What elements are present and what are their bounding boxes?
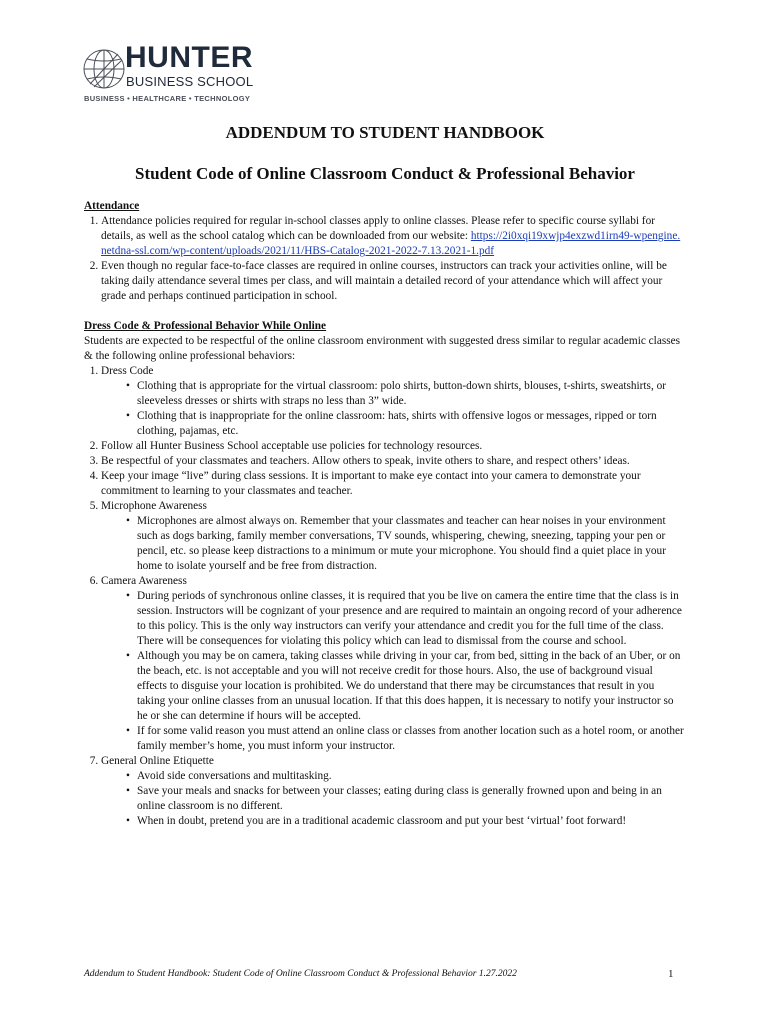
dress-code-heading: Dress Code & Professional Behavior While Online <box>84 320 327 332</box>
bullet-item: • When in doubt, pretend you are in a traditional academic classroom and put your best ‘virtual’ foot forward! <box>137 814 684 829</box>
conduct-item-text: Be respectful of your classmates and teachers. Allow others to speak, invite others to share, and respect others’ ideas. <box>101 455 630 467</box>
conduct-item-text: General Online Etiquette <box>101 755 214 767</box>
conduct-item-text: Follow all Hunter Business School acceptable use policies for technology resources. <box>101 440 483 452</box>
conduct-item-text: Keep your image “live” during class sessions. It is important to make eye contact into your camera to demonstrate your commitment to learning to your classmates and teacher. <box>101 470 641 497</box>
conduct-item <box>101 574 684 754</box>
conduct-list <box>84 364 684 829</box>
conduct-item <box>101 469 684 499</box>
page-number: 1 <box>668 968 674 980</box>
attendance-heading: Attendance <box>84 200 140 212</box>
document-subtitle: Student Code of Online Classroom Conduct & Professional Behavior <box>135 164 635 183</box>
attendance-item <box>101 214 684 259</box>
bullet-list <box>101 589 684 754</box>
bullet-item: • During periods of synchronous online classes, it is required that you be live on camera the entire time that the class is in session. Instructors will be cognizant of your presence and are required to maintain an ongoing record of your adherence to this policy. This is the only way instructors can verify your attendance and credit you for the full time of the class. There will be consequences for violating this policy which can lead to dismissal from the course and school. <box>137 589 684 649</box>
dress-code-intro: Students are expected to be respectful of the online classroom environment with suggested dress similar to regular academic classes & the following online professional behaviors: <box>84 335 681 362</box>
bullet-item: • Save your meals and snacks for between your classes; eating during class is generally frowned upon and being in an online classroom is no different. <box>137 784 684 814</box>
conduct-item-text: Dress Code <box>101 365 154 377</box>
bullet-item: • Avoid side conversations and multitasking. <box>137 769 684 784</box>
bullet-item: • Microphones are almost always on. Remember that your classmates and teacher can hear noises in your environment such as dogs barking, family member conversations, TV sounds, whispering, chewing, sneezing, tapping your pen or pencil, etc. so please keep distractions to a minimum or mute your microphone. You should find a quiet place in your home to isolate yourself and be free from distraction. <box>137 514 684 574</box>
logo-subtitle: BUSINESS SCHOOL <box>126 74 254 89</box>
conduct-item <box>101 439 684 454</box>
globe-icon <box>82 48 126 90</box>
bullet-item: • If for some valid reason you must attend an online class or classes from another location such as a hotel room, or another family member’s home, you must inform your instructor. <box>137 724 684 754</box>
catalog-link[interactable]: https://2i0xqi19xwjp4exzwd1irn49-wpengine.netdna-ssl.com/wp-content/uploads/2021/11/HBS-Catalog-2021-2022-7.13.2021-1.pdf <box>101 230 681 257</box>
logo-tagline: BUSINESS • HEALTHCARE • TECHNOLOGY <box>84 94 251 103</box>
bullet-item: • Clothing that is inappropriate for the online classroom: hats, shirts with offensive logos or messages, ripped or torn clothing, pajamas, etc. <box>137 409 684 439</box>
conduct-item <box>101 499 684 574</box>
hunter-logo <box>80 41 265 104</box>
document-body <box>84 199 684 829</box>
conduct-item <box>101 364 684 439</box>
document-title: ADDENDUM TO STUDENT HANDBOOK <box>225 123 545 142</box>
conduct-item <box>101 454 684 469</box>
conduct-item-text: Camera Awareness <box>101 575 187 587</box>
bullet-list <box>101 379 684 439</box>
bullet-item: • Although you may be on camera, taking classes while driving in your car, from bed, sitting in the back of an Uber, or on the beach, etc. is not acceptable and you will not receive credit for those hours. Also, the use of background visual effects to disguise your location is prohibited. We do understand that there may be circumstances that result in you taking your online classes from an unusual location. If that this does happen, it is necessary to notify your instructor so he or she can determine if hours will be accepted. <box>137 649 684 724</box>
conduct-item <box>101 754 684 829</box>
attendance-item-text: Attendance policies required for regular in-school classes apply to online classes. Please refer to specific course syllabi for details, as well as the school catalog which can be downloaded from our website: <box>101 215 655 242</box>
logo-name: HUNTER <box>125 41 253 74</box>
attendance-list <box>84 214 684 304</box>
attendance-item <box>101 259 684 304</box>
conduct-item-text: Microphone Awareness <box>101 500 207 512</box>
bullet-list <box>101 514 684 574</box>
bullet-list <box>101 769 684 829</box>
page-footer: Addendum to Student Handbook: Student Code of Online Classroom Conduct & Professional Behavior 1.27.2022 <box>84 969 517 979</box>
attendance-item-text: Even though no regular face-to-face classes are required in online courses, instructors can track your activities online, will be taking daily attendance several times per class, and will maintain a detailed record of your attendance which will affect your grade and perhaps continued participation in school. <box>101 260 667 302</box>
bullet-item: • Clothing that is appropriate for the virtual classroom: polo shirts, button-down shirts, blouses, t-shirts, sweatshirts, or sleeveless dresses or shirts with straps no less than 3” wide. <box>137 379 684 409</box>
